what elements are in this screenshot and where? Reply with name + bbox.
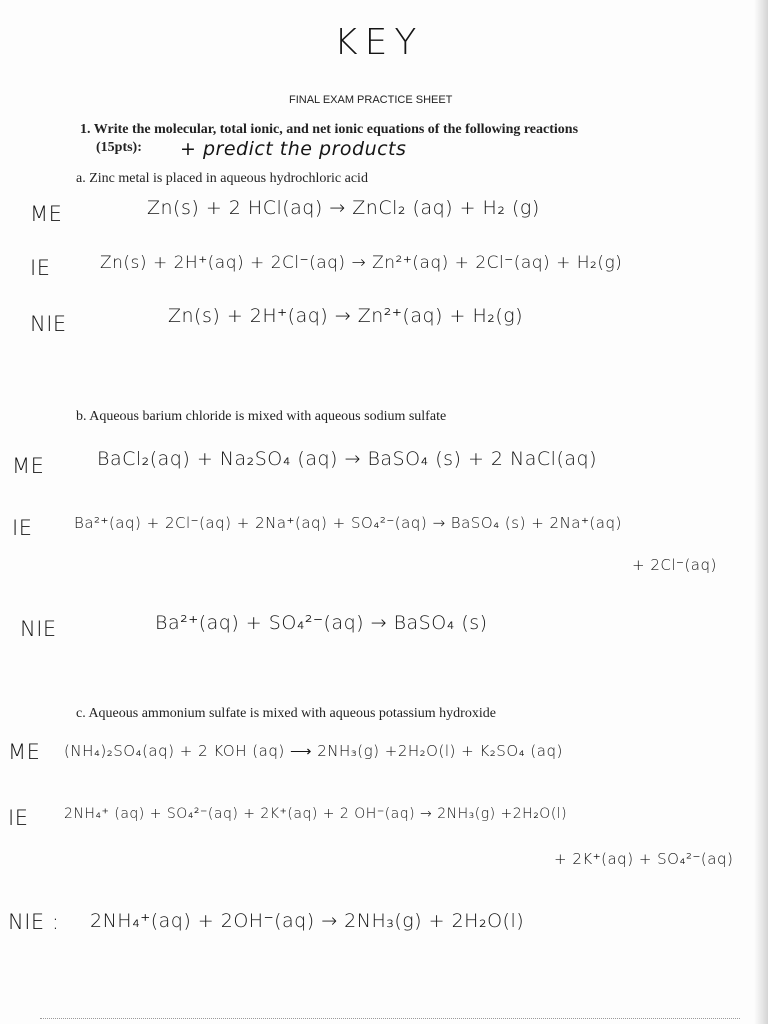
sheet-title: FINAL EXAM PRACTICE SHEET — [289, 94, 453, 106]
part-b-me-label: ME — [12, 454, 45, 478]
part-c-prompt: c. Aqueous ammonium sulfate is mixed with aqueous potassium hydroxide — [76, 706, 496, 721]
part-b-me-equation: BaCl₂(aq) + Na₂SO₄ (aq) → BaSO₄ (s) + 2 NaCl(aq) — [97, 448, 597, 470]
part-a-me-equation: Zn(s) + 2 HCl(aq) → ZnCl₂ (aq) + H₂ (g) — [147, 197, 540, 219]
part-b-nie-label: NIE — [20, 617, 57, 641]
part-a-me-label: ME — [30, 202, 63, 226]
question-1-text: 1. Write the molecular, total ionic, and net ionic equations of the following reactions — [80, 122, 579, 137]
part-a-ie-equation: Zn(s) + 2H⁺(aq) + 2Cl⁻(aq) → Zn²⁺(aq) + 2Cl⁻(aq) + H₂(g) — [100, 253, 623, 273]
part-c-me-label: ME — [8, 740, 41, 764]
part-c-me-equation: (NH₄)₂SO₄(aq) + 2 KOH (aq) ⟶ 2NH₃(g) +2H₂O(l) + K₂SO₄ (aq) — [64, 742, 563, 760]
part-c-ie-label: IE — [8, 806, 29, 830]
part-a-nie-equation: Zn(s) + 2H⁺(aq) → Zn²⁺(aq) + H₂(g) — [168, 305, 524, 327]
part-a-nie-label: NIE — [30, 312, 67, 336]
part-b-ie-equation: Ba²⁺(aq) + 2Cl⁻(aq) + 2Na⁺(aq) + SO₄²⁻(aq) → BaSO₄ (s) + 2Na⁺(aq) — [74, 514, 622, 532]
part-c-nie-equation: 2NH₄⁺(aq) + 2OH⁻(aq) → 2NH₃(g) + 2H₂O(l) — [90, 910, 525, 932]
question-1-points: (15pts): — [96, 140, 142, 155]
part-c-nie-label: NIE : — [8, 910, 60, 934]
scan-right-edge — [754, 0, 768, 1024]
part-c-ie-equation: 2NH₄⁺ (aq) + SO₄²⁻(aq) + 2K⁺(aq) + 2 OH⁻(aq) → 2NH₃(g) +2H₂O(l) — [64, 806, 568, 822]
part-c-ie-continuation: + 2K⁺(aq) + SO₄²⁻(aq) — [554, 850, 734, 868]
scan-bottom-edge — [40, 1018, 740, 1020]
part-b-prompt: b. Aqueous barium chloride is mixed with aqueous sodium sulfate — [76, 409, 447, 424]
part-a-prompt: a. Zinc metal is placed in aqueous hydrochloric acid — [76, 171, 368, 186]
predict-products-note: + predict the products — [180, 138, 407, 160]
part-a-ie-label: IE — [30, 256, 51, 280]
part-b-ie-continuation: + 2Cl⁻(aq) — [632, 556, 717, 574]
part-b-ie-label: IE — [12, 516, 33, 540]
part-b-nie-equation: Ba²⁺(aq) + SO₄²⁻(aq) → BaSO₄ (s) — [155, 612, 488, 634]
key-heading: KEY — [334, 22, 424, 63]
